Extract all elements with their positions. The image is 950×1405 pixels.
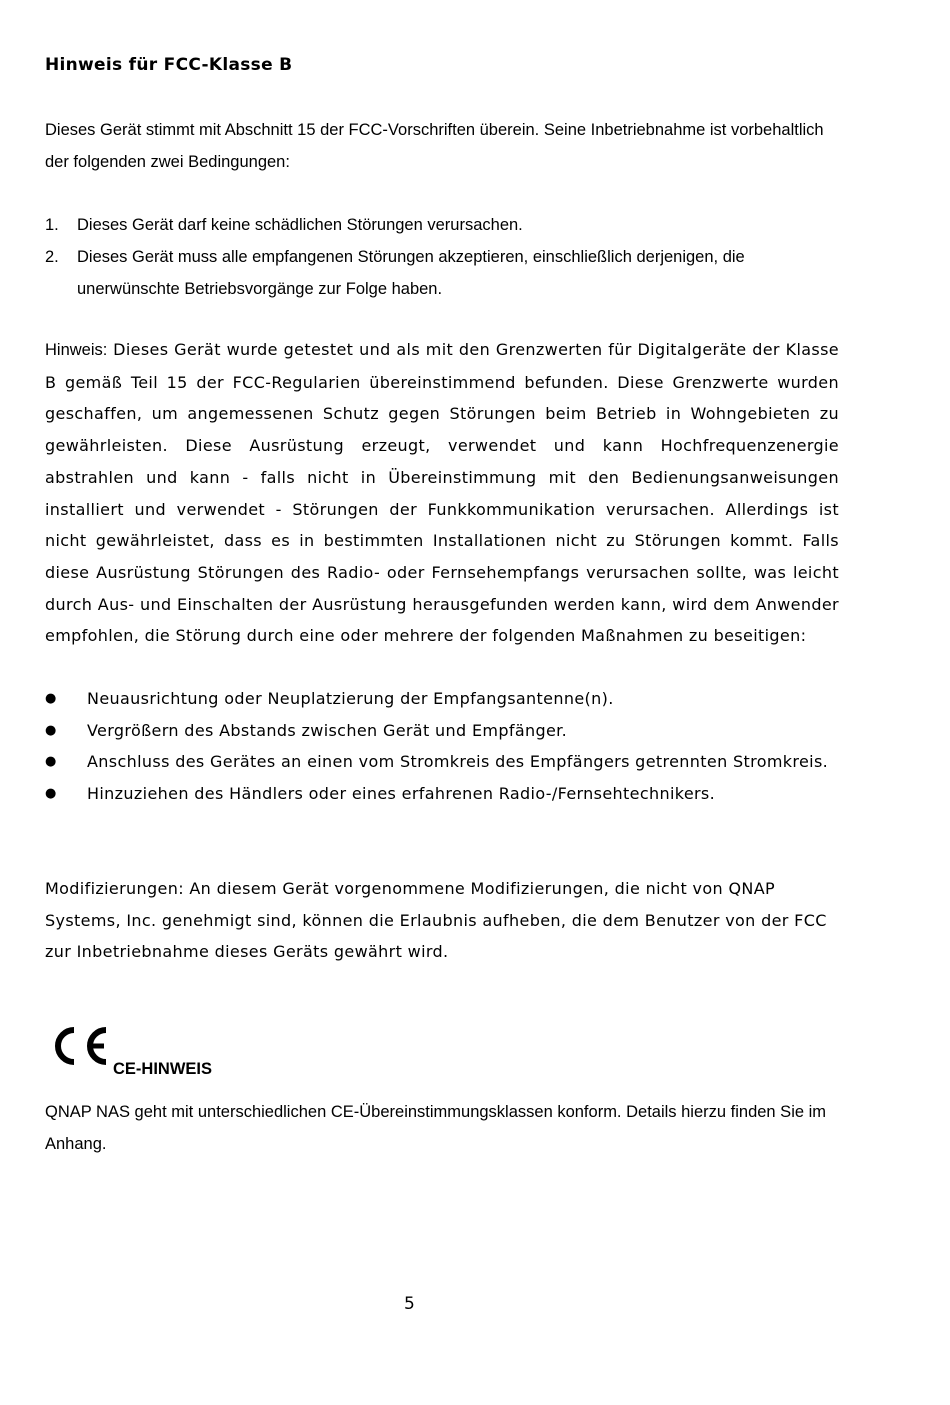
bullet-icon: ● <box>45 722 57 738</box>
list-item <box>45 241 835 305</box>
bullet-icon: ● <box>45 754 57 770</box>
fcc-heading: Hinweis für FCC-Klasse B <box>45 55 293 75</box>
list-item <box>45 778 839 810</box>
list-item <box>45 209 835 241</box>
list-item-text: Anschluss des Gerätes an einen vom Stromkreis des Empfängers getrennten Stromkreis. <box>87 752 829 772</box>
list-item-text: Neuausrichtung oder Neuplatzierung der Empfangsantenne(n). <box>87 689 614 708</box>
ce-heading: CE-HINWEIS <box>113 1060 212 1078</box>
fcc-intro: Dieses Gerät stimmt mit Abschnitt 15 der FCC-Vorschriften überein. Seine Inbetriebnahme ist vorbehaltlich der folgenden zwei Bedingungen: <box>45 121 824 171</box>
bullet-icon: ● <box>45 691 57 706</box>
list-item-text: Dieses Gerät darf keine schädlichen Störungen verursachen. <box>77 216 523 234</box>
fcc-modifications-paragraph: Modifizierungen: An diesem Gerät vorgenommene Modifizierungen, die nicht von QNAP Systems, Inc. genehmigt sind, können die Erlaubnis aufheben, die dem Benutzer von der FCC zur Inbetriebnahme dieses Geräts gewährt wird. <box>45 879 827 962</box>
fcc-conditions-list <box>45 209 835 305</box>
fcc-measures-list <box>45 683 839 810</box>
bullet-icon: ● <box>45 786 57 802</box>
page-number: 5 <box>404 1294 415 1314</box>
ce-paragraph: QNAP NAS geht mit unterschiedlichen CE-Übereinstimmungsklassen konform. Details hierzu finden Sie im Anhang. <box>45 1103 827 1153</box>
ce-mark-icon <box>50 1024 112 1068</box>
list-item <box>45 746 839 778</box>
notice-body: Dieses Gerät wurde getestet und als mit den Grenzwerten für Digitalgeräte der Klasse B gemäß Teil 15 der FCC-Regularien übereinstimmend befunden. Diese Grenzwerte wurden geschaffen, um angemessenen Schutz gegen Störungen beim Betrieb in Wohngebieten zu gewährleisten. Diese Ausrüstung erzeugt, verwendet und kann Hochfrequenzenergie abstrahlen und kann - falls nicht in Übereinstimmung mit den Bedienungsanweisungen installiert und verwendet - Störungen der Funkkommunikation verursachen. Allerdings ist nicht gewährleistet, dass es in bestimmten Installationen nicht zu Störungen kommt. Falls diese Ausrüstung Störungen des Radio- oder Fernsehempfangs verursachen sollte, was leicht durch Aus- und Einschalten der Ausrüstung herausgefunden werden kann, wird dem Anwender empfohlen, die Störung durch eine oder mehrere der folgenden Maßnahmen zu beseitigen: <box>45 340 839 646</box>
list-item-text: Vergrößern des Abstands zwischen Gerät und Empfänger. <box>87 720 568 740</box>
list-item-number: 1. <box>45 216 59 234</box>
list-item <box>45 715 839 747</box>
fcc-notice-paragraph <box>45 334 839 652</box>
list-item <box>45 683 839 715</box>
list-item-number: 2. <box>45 248 59 266</box>
notice-lead: Hinweis: <box>45 341 108 359</box>
list-item-text: Dieses Gerät muss alle empfangenen Störungen akzeptieren, einschließlich derjenigen, die unerwünschte Betriebsvorgänge zur Folge haben. <box>77 248 745 298</box>
list-item-text: Hinzuziehen des Händlers oder eines erfahrenen Radio-/Fernsehtechnikers. <box>87 784 716 804</box>
